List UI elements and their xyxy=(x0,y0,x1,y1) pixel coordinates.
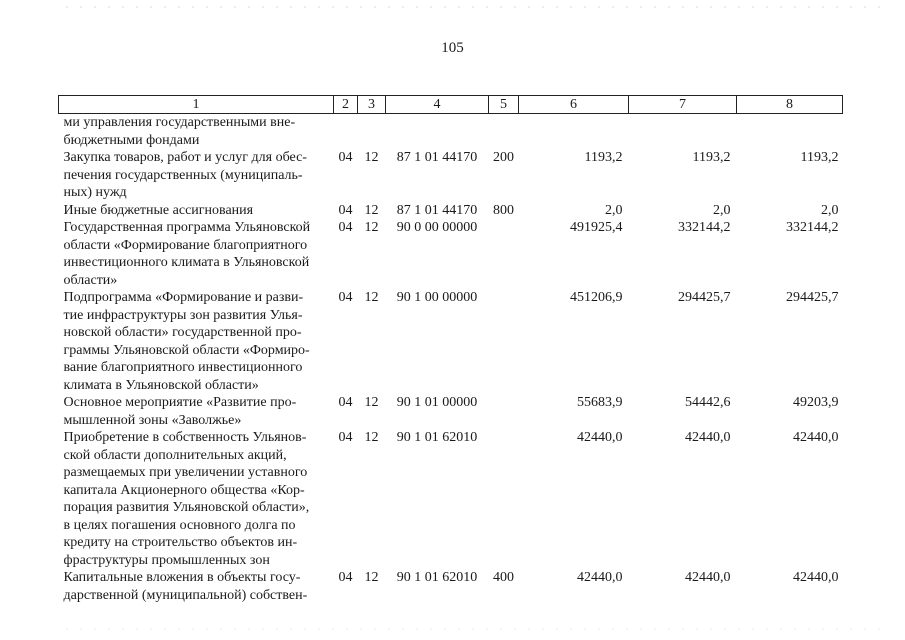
row-amount-cell: 332144,2 xyxy=(786,220,839,235)
row-amount-cell: 54442,6 xyxy=(685,395,731,410)
row-amount-cell: 491925,4 xyxy=(570,220,623,235)
row-amount-cell: 42440,0 xyxy=(685,570,731,585)
column-header: 8 xyxy=(737,96,843,114)
row-expense-type-cell xyxy=(489,114,519,150)
row-subsection-cell: 12 xyxy=(364,202,379,218)
row-amount-cell xyxy=(629,114,737,150)
row-amount-cell: 1193,2 xyxy=(692,150,731,165)
row-name-cell: Государственная программа Ульяновской области «Формирование благоприятного инвестиционного климата в Ульяновской области» xyxy=(63,220,311,288)
row-section-cell: 04 xyxy=(338,430,353,445)
row-target-code-cell: 90 1 00 00000 xyxy=(396,290,478,305)
row-target-code-cell: 90 1 01 00000 xyxy=(396,395,478,410)
row-subsection-cell: 12 xyxy=(364,290,379,305)
row-amount-cell: 42440,0 xyxy=(685,430,731,445)
column-header: 3 xyxy=(358,96,386,114)
row-section-cell xyxy=(334,114,358,150)
row-subsection-cell: 12 xyxy=(364,570,379,585)
row-name-cell: Подпрограмма «Формирование и разви- тие инфраструктуры зон развития Улья- новской области» государственной про- граммы Ульяновской области «Формиро- вание благоприятного инвестиционного климата в Ульяновской области» xyxy=(63,290,310,393)
row-subsection-cell: 12 xyxy=(364,395,379,410)
row-name-cell: Приобретение в собственность Ульянов- ской области дополнительных акций, размещаемых при увеличении уставного капитала Акционерного общества «Кор- порация развития Ульяновской области», в целях погашения основного долга по кредиту на строительство объектов ин- фраструктуры промышленных зон xyxy=(63,430,310,568)
budget-table xyxy=(58,95,843,604)
row-amount-cell xyxy=(737,114,843,150)
row-name-cell: Капитальные вложения в объекты госу- дарственной (муниципальной) собствен- xyxy=(63,570,308,603)
row-section-cell: 04 xyxy=(338,150,353,165)
row-amount-cell: 2,0 xyxy=(821,202,839,218)
row-expense-type-cell xyxy=(489,394,519,429)
row-expense-type-cell: 200 xyxy=(493,150,514,165)
row-expense-type-cell xyxy=(489,219,519,289)
column-header: 7 xyxy=(629,96,737,114)
row-target-code-cell: 90 1 01 62010 xyxy=(396,430,478,445)
row-amount-cell: 2,0 xyxy=(713,202,731,218)
column-header: 5 xyxy=(489,96,519,114)
row-section-cell: 04 xyxy=(338,220,353,235)
row-amount-cell: 49203,9 xyxy=(793,395,839,410)
table-row xyxy=(59,114,843,150)
row-expense-type-cell: 800 xyxy=(493,202,514,218)
row-section-cell: 04 xyxy=(338,570,353,585)
row-amount-cell: 294425,7 xyxy=(678,290,731,305)
row-target-code-cell: 87 1 01 44170 xyxy=(396,202,478,218)
table-row xyxy=(59,202,843,220)
row-section-cell: 04 xyxy=(338,290,353,305)
table-row xyxy=(59,149,843,202)
row-amount-cell: 294425,7 xyxy=(786,290,839,305)
row-expense-type-cell: 400 xyxy=(493,570,514,585)
row-amount-cell: 2,0 xyxy=(605,202,623,218)
scan-noise-bottom xyxy=(60,628,890,630)
scan-noise-top xyxy=(60,6,890,8)
row-amount-cell: 451206,9 xyxy=(570,290,623,305)
table-row xyxy=(59,429,843,569)
row-expense-type-cell xyxy=(489,289,519,394)
column-header: 6 xyxy=(519,96,629,114)
table-header-row xyxy=(59,96,843,114)
table-row xyxy=(59,569,843,604)
row-amount-cell: 42440,0 xyxy=(577,430,623,445)
row-target-code-cell: 87 1 01 44170 xyxy=(396,150,478,165)
row-target-code-cell: 90 0 00 00000 xyxy=(396,220,478,235)
row-name-cell: ми управления государственными вне- бюджетными фондами xyxy=(63,115,296,148)
page-number: 105 xyxy=(441,40,464,56)
row-subsection-cell: 12 xyxy=(364,220,379,235)
row-name-cell: Закупка товаров, работ и услуг для обес- печения государственных (муниципаль- ных) нужд xyxy=(63,150,307,200)
row-amount-cell: 55683,9 xyxy=(577,395,623,410)
row-amount-cell: 332144,2 xyxy=(678,220,731,235)
row-amount-cell: 1193,2 xyxy=(800,150,839,165)
row-subsection-cell xyxy=(358,114,386,150)
row-target-code-cell xyxy=(386,114,489,150)
table-row xyxy=(59,289,843,394)
budget-table-container xyxy=(58,95,842,604)
row-amount-cell: 1193,2 xyxy=(584,150,623,165)
column-header: 2 xyxy=(334,96,358,114)
row-expense-type-cell xyxy=(489,429,519,569)
row-name-cell: Основное мероприятие «Развитие про- мышленной зоны «Заволжье» xyxy=(63,395,297,428)
row-name-cell: Иные бюджетные ассигнования xyxy=(63,202,254,218)
row-subsection-cell: 12 xyxy=(364,150,379,165)
row-section-cell: 04 xyxy=(338,202,353,218)
table-body xyxy=(59,114,843,605)
row-section-cell: 04 xyxy=(338,395,353,410)
row-amount-cell: 42440,0 xyxy=(793,430,839,445)
row-subsection-cell: 12 xyxy=(364,430,379,445)
row-target-code-cell: 90 1 01 62010 xyxy=(396,570,478,585)
row-amount-cell: 42440,0 xyxy=(577,570,623,585)
column-header: 1 xyxy=(59,96,334,114)
table-row xyxy=(59,219,843,289)
row-amount-cell: 42440,0 xyxy=(793,570,839,585)
table-row xyxy=(59,394,843,429)
row-amount-cell xyxy=(519,114,629,150)
column-header: 4 xyxy=(386,96,489,114)
